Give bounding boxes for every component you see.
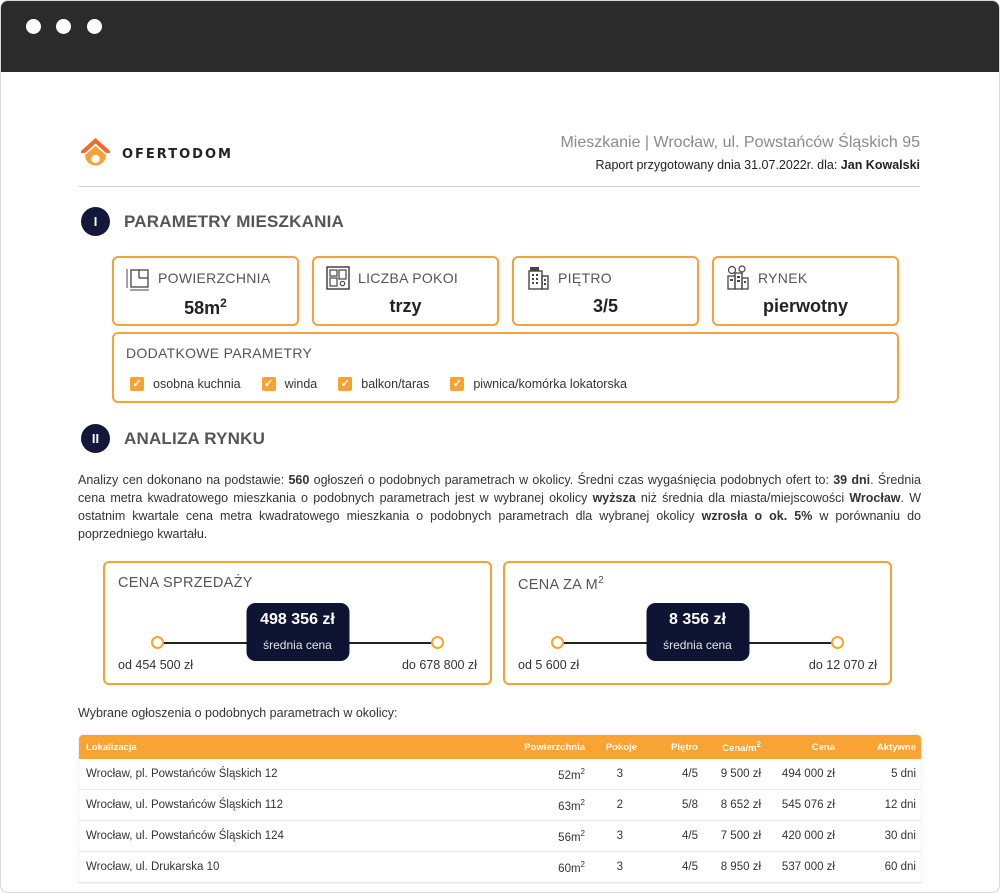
col-price[interactable]: Cena [811, 741, 835, 753]
table-row[interactable] [79, 759, 921, 790]
price-max: do 678 800 zł [401, 658, 477, 672]
report-info [560, 158, 920, 172]
rooms-plan-icon [325, 265, 351, 291]
range-max-marker [431, 636, 444, 649]
average-price: 498 356 zł [260, 611, 335, 628]
cell-price-m2: 9 500 zł [720, 768, 761, 780]
checkbox-storage[interactable] [450, 377, 627, 391]
cell-area: $56m^2$ [558, 828, 585, 844]
logo-text: OFERTODOM [122, 146, 233, 162]
building-floor-icon [525, 265, 551, 291]
section-number: I [81, 207, 110, 236]
section-heading-parameters [81, 207, 344, 236]
ofertodom-logo-icon [79, 137, 112, 171]
average-price: 8 356 zł [669, 611, 726, 628]
logo[interactable] [79, 137, 233, 171]
cell-active: 60 dni [884, 861, 916, 873]
cell-active: 30 dni [884, 830, 916, 842]
param-label: RYNEK [758, 270, 808, 286]
average-price-bubble [646, 603, 749, 661]
section-title: PARAMETRY MIESZKANIA [124, 211, 344, 231]
cell-price-m2: 8 950 zł [720, 861, 761, 873]
price-max: do 12 070 zł [808, 658, 877, 672]
param-label: LICZBA POKOI [358, 270, 459, 286]
average-label: średnia cena [263, 638, 332, 652]
cell-rooms: 3 [616, 768, 623, 780]
checkbox-elevator[interactable] [262, 377, 318, 391]
listings-label: Wybrane ogłoszenia o podobnych parametrach w okolicy: [78, 706, 398, 720]
extra-params-card [112, 332, 899, 403]
cell-area: $63m^2$ [558, 797, 585, 813]
param-value: 3/5 [592, 296, 619, 316]
cell-floor: 5/8 [682, 799, 698, 811]
range-min-marker [551, 636, 564, 649]
report-client: Jan Kowalski [840, 158, 920, 172]
floorplan-area-icon [125, 265, 151, 291]
table-row[interactable] [79, 852, 921, 883]
checkbox-label: balkon/taras [361, 377, 430, 391]
checkbox-label: winda [284, 377, 318, 391]
cell-floor: 4/5 [682, 830, 698, 842]
listings-table [78, 734, 922, 884]
range-max-marker [831, 636, 844, 649]
param-label: POWIERZCHNIA [158, 270, 271, 286]
price-min: od 454 500 zł [118, 658, 194, 672]
cell-active: 12 dni [884, 799, 916, 811]
cell-price-m2: 7 500 zł [720, 830, 761, 842]
section-heading-market [81, 424, 265, 453]
section-title: ANALIZA RYNKU [124, 428, 266, 448]
table-row[interactable] [79, 790, 921, 821]
col-rooms[interactable]: Pokoje [605, 741, 637, 753]
checkbox-checked-icon[interactable]: ✓ [262, 377, 276, 391]
extra-params-list [130, 377, 648, 391]
cell-price-m2: 8 652 zł [720, 799, 761, 811]
param-label: PIĘTRO [558, 270, 612, 286]
cell-area: $60m^2$ [558, 859, 585, 875]
cell-rooms: 3 [616, 830, 623, 842]
param-card-floor [512, 256, 699, 326]
header-divider [79, 186, 920, 187]
window-dot-icon[interactable] [26, 19, 41, 34]
range-min-marker [151, 636, 164, 649]
checkbox-checked-icon[interactable]: ✓ [338, 377, 352, 391]
checkbox-label: piwnica/komórka lokatorska [473, 377, 627, 391]
cell-area: $52m^2$ [558, 766, 585, 782]
cell-price: 420 000 zł [781, 830, 835, 842]
cell-price: 537 000 zł [781, 861, 835, 873]
cell-rooms: 2 [616, 799, 623, 811]
section-number: II [81, 424, 110, 453]
price-label: CENA ZA $M^2$ [518, 575, 604, 593]
checkbox-checked-icon[interactable]: ✓ [130, 377, 144, 391]
market-buildings-icon [725, 265, 751, 291]
cell-floor: 4/5 [682, 768, 698, 780]
param-value: trzy [389, 296, 422, 316]
param-card-area [112, 256, 299, 326]
market-analysis-paragraph: Analizy cen dokonano na podstawie: 560 ogłoszeń o podobnych parametrach w okolicy. Średni czas wygaśnięcia podobnych ofert to: 39 dni. Średnia cena metra kwadratowego mieszkania o podobnych parametrach jest w wybranej okolicy wyższa niż średnia dla miasta/miejscowości Wrocław. W ostatnim kwartale cena metra kwadratowego mieszkania o podobnych parametrach dla wybranej okolicy wzrosła o ok. 5% w porównaniu do poprzedniego kwartału. [78, 473, 922, 541]
cell-location: Wrocław, ul. Powstańców Śląskich 112 [86, 799, 284, 811]
checkbox-label: osobna kuchnia [153, 377, 241, 391]
checkbox-balcony[interactable] [338, 377, 429, 391]
col-floor[interactable]: Piętro [671, 741, 698, 753]
table-header [79, 735, 921, 759]
report-date: Raport przygotowany dnia 31.07.2022r. dla: [595, 158, 838, 172]
cell-floor: 4/5 [682, 861, 698, 873]
table-row[interactable] [79, 821, 921, 852]
cell-location: Wrocław, pl. Powstańców Śląskich 12 [86, 768, 278, 780]
col-location[interactable]: Lokalizacja [86, 741, 137, 753]
extra-params-label: DODATKOWE PARAMETRY [126, 345, 313, 361]
price-card-sale [103, 561, 492, 685]
checkbox-separate-kitchen[interactable] [130, 377, 241, 391]
param-card-rooms [312, 256, 499, 326]
average-label: średnia cena [663, 638, 732, 652]
price-label: CENA SPRZEDAŻY [118, 575, 253, 591]
report-page [1, 72, 999, 893]
col-area[interactable]: Powierzchnia [524, 741, 585, 753]
param-card-market [712, 256, 899, 326]
property-title: Mieszkanie | Wrocław, ul. Powstańców Śląskich 95 [560, 134, 920, 151]
price-min: od 5 600 zł [518, 658, 580, 672]
window-titlebar [1, 1, 999, 72]
cell-location: Wrocław, ul. Drukarska 10 [86, 861, 220, 873]
average-price-bubble [246, 603, 349, 661]
cell-price: 494 000 zł [781, 768, 835, 780]
col-active[interactable]: Aktywne [876, 741, 916, 753]
col-price-m2[interactable]: Cena/$m^2$ [722, 739, 761, 755]
window-dot-icon[interactable] [56, 19, 71, 34]
report-header [560, 134, 920, 172]
cell-location: Wrocław, ul. Powstańców Śląskich 124 [86, 830, 284, 842]
price-card-per-m2 [503, 561, 892, 685]
param-value: pierwotny [762, 296, 848, 316]
window-dot-icon[interactable] [87, 19, 102, 34]
param-value: $58m^2$ [184, 296, 227, 318]
checkbox-checked-icon[interactable]: ✓ [450, 377, 464, 391]
cell-active: 5 dni [891, 768, 916, 780]
cell-price: 545 076 zł [781, 799, 835, 811]
cell-rooms: 3 [616, 861, 623, 873]
